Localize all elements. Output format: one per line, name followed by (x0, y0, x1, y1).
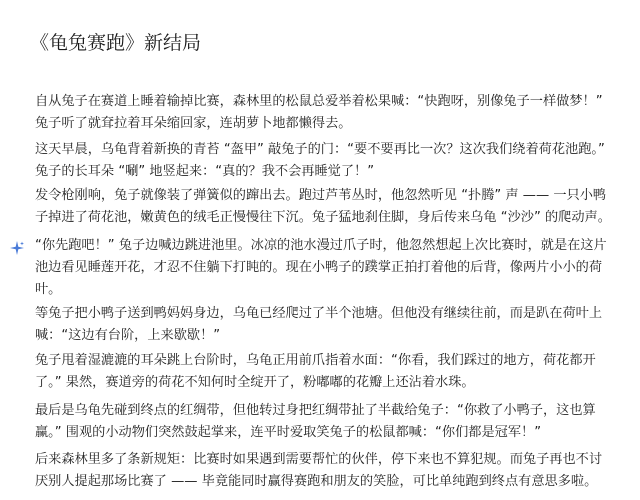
paragraph-line: 自从兔子在赛道上睡着输掉比赛，森林里的松鼠总爱举着松果喊：“快跑呀，别像兔子一样做梦！” (35, 94, 603, 109)
paragraph-5 (35, 303, 635, 347)
paragraph-line: 兔子的长耳朵 “唰” 地竖起来：“真的？我不会再睡觉了！” (35, 164, 375, 179)
paragraph-3 (35, 185, 635, 229)
paragraph-line: 这天早晨，乌龟背着新换的青苔 “盔甲” 敲兔子的门：“要不要再比一次？这次我们绕着荷花池跑。” (35, 142, 605, 157)
paragraph-7 (35, 400, 635, 444)
paragraph-line: 兔子甩着湿漉漉的耳朵跳上台阶时，乌龟正用前爪指着水面：“你看，我们踩过的地方，荷花都开 (35, 353, 596, 368)
document-title: 《龟兔赛跑》新结局 (30, 32, 202, 54)
paragraph-line: 等兔子把小鸭子送到鸭妈妈身边，乌龟已经爬过了半个池塘。但他没有继续往前，而是趴在荷叶上 (35, 306, 603, 321)
paragraph-line: 发令枪刚响，兔子就像装了弹簧似的蹿出去。跑过芦苇丛时，他忽然听见 “扑腾” 声 —— 一只小鸭 (35, 188, 607, 203)
paragraph-8 (35, 449, 635, 493)
paragraph-line: 池边看见睡莲开花，才忍不住躺下打盹的。现在小鸭子的蹼掌正拍打着他的后背，像两片小小的荷 (35, 260, 603, 275)
paragraph-line: 了。” 果然，赛道旁的荷花不知何时全绽开了，粉嘟嘟的花瓣上还沾着水珠。 (35, 375, 475, 390)
paragraph-line: 最后是乌龟先碰到终点的红绸带，但他转过身把红绸带扯了半截给兔子：“你救了小鸭子，这也算 (35, 403, 596, 418)
paragraph-line: “你先跑吧！” 兔子边喊边跳进池里。冰凉的池水漫过爪子时，他忽然想起上次比赛时，就是在这片 (35, 238, 607, 253)
paragraph-line: 后来森林里多了条新规矩：比赛时如果遇到需要帮忙的伙伴，停下来也不算犯规。而兔子再也不讨 (35, 452, 603, 467)
paragraph-line: 兔子听了就耷拉着耳朵缩回家，连胡萝卜地都懒得去。 (35, 116, 352, 131)
paragraph-line: 赢。” 围观的小动物们突然鼓起掌来，连平时爱取笑兔子的松鼠都喊：“你们都是冠军！” (35, 425, 542, 440)
paragraph-line: 厌别人提起那场比赛了 —— 毕竟能同时赢得赛跑和朋友的笑脸，可比单纯跑到终点有意思多啦。 (35, 474, 598, 489)
paragraph-line: 喊：“这边有台阶，上来歇歇！” (35, 328, 221, 343)
paragraph-4 (35, 235, 635, 301)
paragraph-line: 子掉进了荷花池，嫩黄色的绒毛正慢慢往下沉。兔子猛地刹住脚，身后传来乌龟 “沙沙” 的爬动声。 (35, 210, 611, 225)
paragraph-1 (35, 91, 635, 135)
paragraph-line: 叶。 (35, 282, 62, 297)
paragraph-2 (35, 139, 635, 183)
sparkle-icon[interactable] (9, 240, 25, 256)
paragraph-6 (35, 350, 635, 394)
